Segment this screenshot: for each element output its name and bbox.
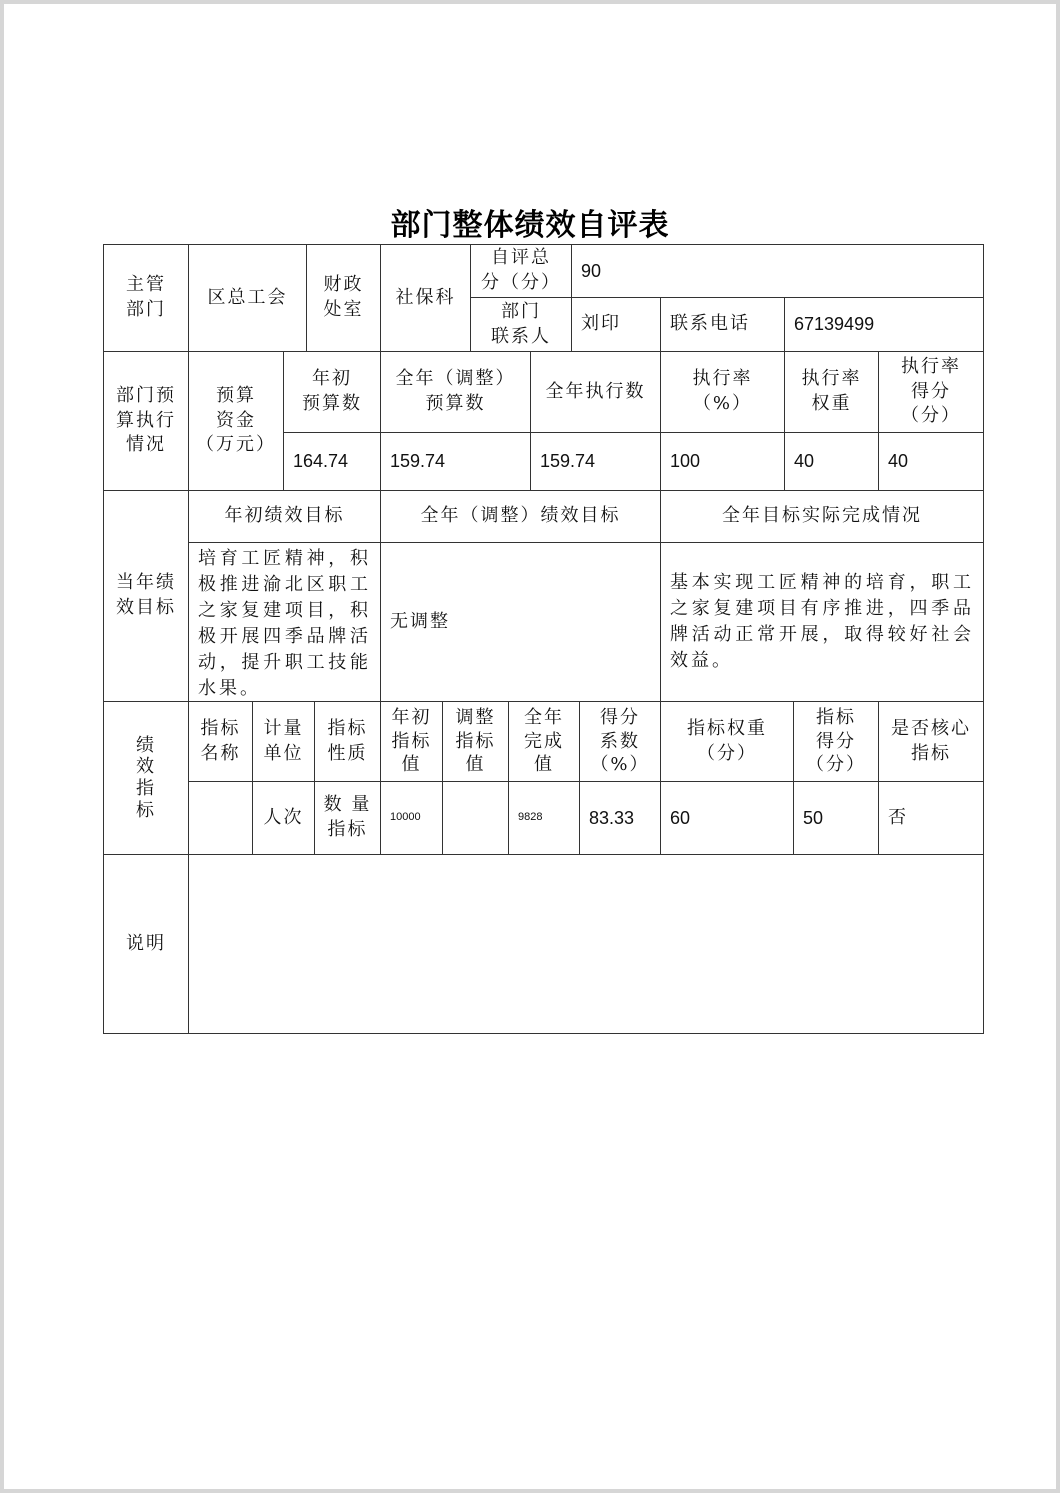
goals-initial-text: 培育工匠精神，积极推进渝北区职工之家复建项目，积极开展四季品牌活动，提升职工技能水果。 bbox=[188, 542, 381, 702]
budget-rate-value: 100 bbox=[660, 432, 785, 491]
goals-col-adjusted: 全年（调整）绩效目标 bbox=[380, 490, 661, 543]
contact-label: 部门 联系人 bbox=[470, 297, 572, 352]
dept-label: 主管 部门 bbox=[103, 244, 189, 352]
notes-label: 说明 bbox=[103, 854, 189, 1034]
ind-col-score: 指标 得分 （分） bbox=[793, 701, 879, 782]
budget-col-adjusted: 全年（调整） 预算数 bbox=[380, 351, 531, 433]
notes-content bbox=[188, 854, 984, 1034]
budget-fund-label: 预算 资金 （万元） bbox=[188, 351, 284, 491]
ind-col-adjusted: 调整 指标 值 bbox=[442, 701, 509, 782]
dept-value: 区总工会 bbox=[188, 244, 307, 352]
budget-col-rate: 执行率 （%） bbox=[660, 351, 785, 433]
page-title: 部门整体绩效自评表 bbox=[390, 208, 670, 243]
goals-adjusted-text: 无调整 bbox=[380, 542, 661, 702]
score-label: 自评总 分（分） bbox=[470, 244, 572, 298]
finance-value: 社保科 bbox=[380, 244, 471, 352]
ind-row-unit: 人次 bbox=[252, 781, 315, 855]
goals-col-actual: 全年目标实际完成情况 bbox=[660, 490, 984, 543]
ind-row-score: 50 bbox=[793, 781, 879, 855]
phone-label: 联系电话 bbox=[660, 297, 785, 352]
ind-col-weight: 指标权重 （分） bbox=[660, 701, 794, 782]
budget-initial-value: 164.74 bbox=[283, 432, 381, 491]
ind-row-adjusted bbox=[442, 781, 509, 855]
budget-col-initial: 年初 预算数 bbox=[283, 351, 381, 433]
indicators-section-label: 绩 效 指 标 bbox=[103, 701, 189, 855]
budget-col-score: 执行率 得分 （分） bbox=[878, 351, 984, 433]
goals-section-label: 当年绩 效目标 bbox=[103, 490, 189, 702]
ind-row-coef: 83.33 bbox=[579, 781, 661, 855]
budget-section-label: 部门预 算执行 情况 bbox=[103, 351, 189, 491]
ind-col-completed: 全年 完成 值 bbox=[508, 701, 580, 782]
finance-label: 财政 处室 bbox=[306, 244, 381, 352]
ind-row-weight: 60 bbox=[660, 781, 794, 855]
ind-col-initial: 年初 指标 值 bbox=[380, 701, 443, 782]
budget-score-value: 40 bbox=[878, 432, 984, 491]
goals-col-initial: 年初绩效目标 bbox=[188, 490, 381, 543]
phone-value: 67139499 bbox=[784, 297, 984, 352]
contact-value: 刘印 bbox=[571, 297, 661, 352]
ind-row-core: 否 bbox=[878, 781, 984, 855]
ind-col-unit: 计量 单位 bbox=[252, 701, 315, 782]
ind-row-nature: 数 量 指标 bbox=[314, 781, 381, 855]
ind-col-core: 是否核心 指标 bbox=[878, 701, 984, 782]
budget-adjusted-value: 159.74 bbox=[380, 432, 531, 491]
ind-col-coef: 得分 系数 （%） bbox=[579, 701, 661, 782]
ind-row-initial: 10000 bbox=[380, 781, 443, 855]
budget-executed-value: 159.74 bbox=[530, 432, 661, 491]
ind-row-completed: 9828 bbox=[508, 781, 580, 855]
ind-col-nature: 指标 性质 bbox=[314, 701, 381, 782]
budget-col-weight: 执行率 权重 bbox=[784, 351, 879, 433]
score-value: 90 bbox=[571, 244, 984, 298]
budget-col-executed: 全年执行数 bbox=[530, 351, 661, 433]
ind-col-name: 指标 名称 bbox=[188, 701, 253, 782]
budget-weight-value: 40 bbox=[784, 432, 879, 491]
ind-row-name bbox=[188, 781, 253, 855]
goals-actual-text: 基本实现工匠精神的培育，职工之家复建项目有序推进，四季品牌活动正常开展，取得较好社会效益。 bbox=[660, 542, 984, 702]
